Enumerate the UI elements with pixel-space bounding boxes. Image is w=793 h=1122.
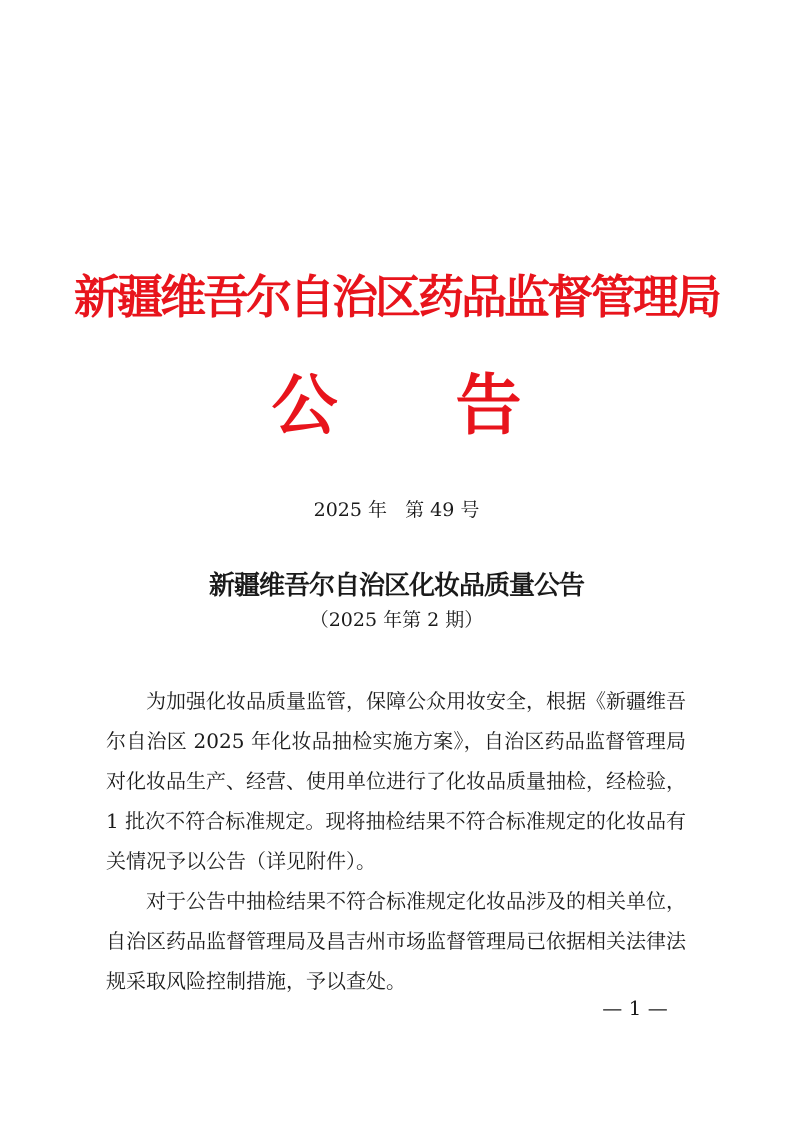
notice-char-gong: 公 [271, 366, 338, 444]
body-paragraph-1: 为加强化妆品质量监管，保障公众用妆安全，根据《新疆维吾尔自治区 2025 年化妆品抽检实施方案》，自治区药品监督管理局对化妆品生产、经营、使用单位进行了化妆品质量抽检，经检验，1 批次不符合标准规定。现将抽检结果不符合标准规定的化妆品有关情况予以公告（详见附件）。 [106, 689, 686, 873]
notice-char-gao: 告 [455, 366, 522, 444]
notice-heading [0, 360, 793, 450]
issue-number: （2025 年第 2 期） [309, 609, 484, 631]
page-number: — 1 — [602, 996, 668, 1020]
document-number: 2025 年 第 49 号 [313, 499, 480, 521]
agency-name-header: 新疆维吾尔自治区药品监督管理局 [74, 270, 719, 324]
body-paragraph-2: 对于公告中抽检结果不符合标准规定化妆品涉及的相关单位，自治区药品监督管理局及昌吉州市场监督管理局已依据相关法律法规采取风险控制措施，予以查处。 [106, 889, 686, 993]
document-title: 新疆维吾尔自治区化妆品质量公告 [208, 571, 584, 601]
body-text [106, 681, 686, 1001]
